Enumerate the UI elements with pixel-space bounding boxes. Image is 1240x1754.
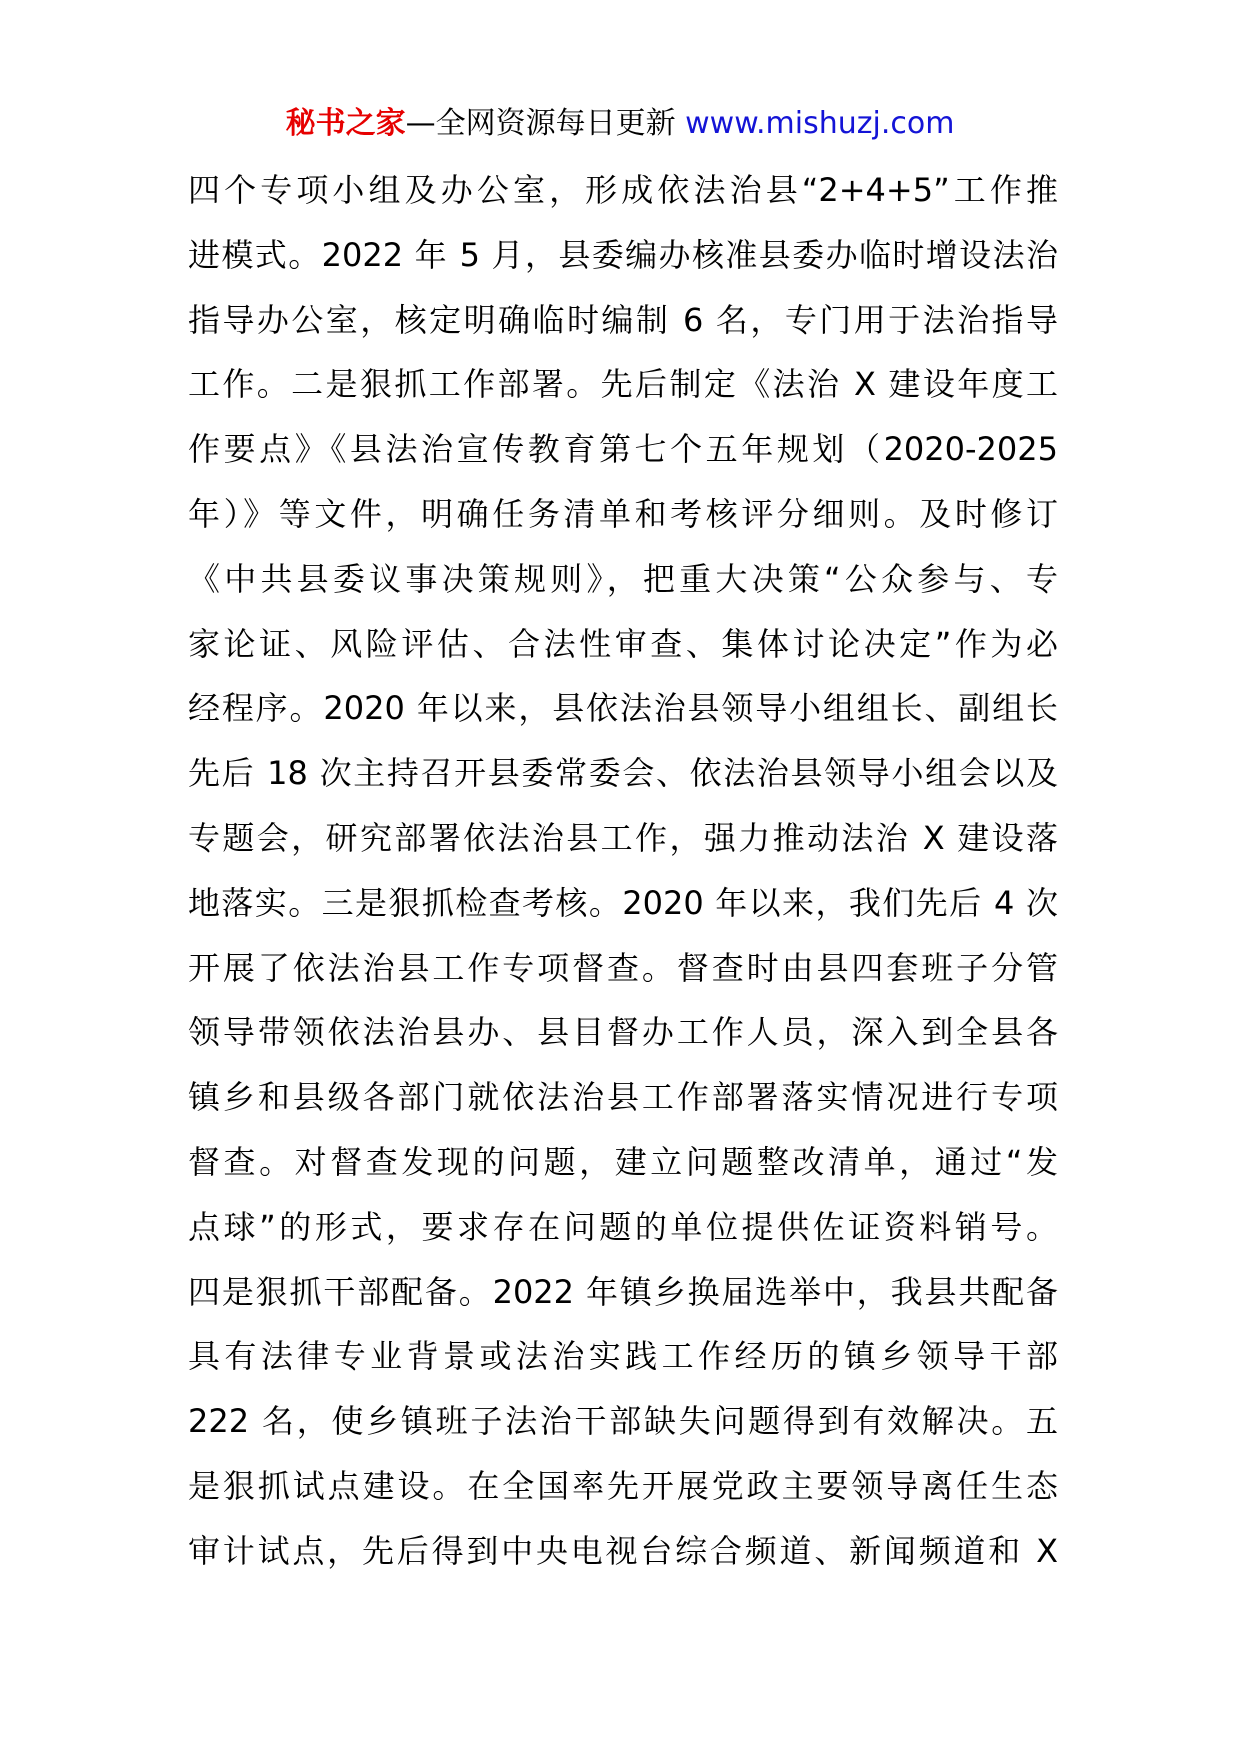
text-line: 家论证、风险评估、合法性审查、集体讨论决定”作为必 (188, 624, 1058, 663)
text-line: 专题会，研究部署依法治县工作，强力推动法治 X 建设落 (188, 818, 1058, 857)
text-line: 222 名，使乡镇班子法治干部缺失问题得到有效解决。五 (188, 1402, 1058, 1441)
text-line: 具有法律专业背景或法治实践工作经历的镇乡领导干部 (188, 1337, 1058, 1376)
text-line: 《中共县委议事决策规则》，把重大决策“公众参与、专 (188, 559, 1058, 598)
document-body (188, 158, 1058, 1584)
text-line: 镇乡和县级各部门就依法治县工作部署落实情况进行专项 (188, 1078, 1058, 1117)
text-line: 四是狠抓干部配备。2022 年镇乡换届选举中，我县共配备 (188, 1272, 1058, 1311)
text-line: 先后 18 次主持召开县委常委会、依法治县领导小组会以及 (188, 754, 1058, 793)
text-line: 作要点》《县法治宣传教育第七个五年规划（2020-2025 (188, 430, 1058, 469)
text-line: 四个专项小组及办公室，形成依法治县“2+4+5”工作推 (188, 171, 1058, 209)
text-line: 督查。对督查发现的问题，建立问题整改清单，通过“发 (188, 1142, 1058, 1181)
text-line: 指导办公室，核定明确临时编制 6 名，专门用于法治指导 (188, 300, 1058, 339)
text-line: 是狠抓试点建设。在全国率先开展党政主要领导离任生态 (188, 1466, 1058, 1505)
text-line: 开展了依法治县工作专项督查。督查时由县四套班子分管 (188, 948, 1058, 987)
text-line: 审计试点，先后得到中央电视台综合频道、新闻频道和 X (188, 1531, 1058, 1570)
text-line: 经程序。2020 年以来，县依法治县领导小组组长、副组长 (188, 689, 1058, 728)
text-line: 年）》等文件，明确任务清单和考核评分细则。及时修订 (188, 494, 1058, 533)
page-header (0, 104, 1240, 144)
text-line: 进模式。2022 年 5 月，县委编办核准县委办临时增设法治 (188, 235, 1058, 274)
text-line: 领导带领依法治县办、县目督办工作人员，深入到全县各 (188, 1013, 1058, 1052)
site-brand: 秘书之家 (285, 106, 406, 141)
text-line: 地落实。三是狠抓检查考核。2020 年以来，我们先后 4 次 (188, 883, 1058, 922)
site-tagline: —全网资源每日更新 (405, 106, 686, 141)
text-line: 工作。二是狠抓工作部署。先后制定《法治 X 建设年度工 (188, 365, 1058, 404)
text-line: 点球”的形式，要求存在问题的单位提供佐证资料销号。 (188, 1207, 1058, 1246)
site-url-link[interactable]: www.mishuzj.com (685, 106, 955, 141)
